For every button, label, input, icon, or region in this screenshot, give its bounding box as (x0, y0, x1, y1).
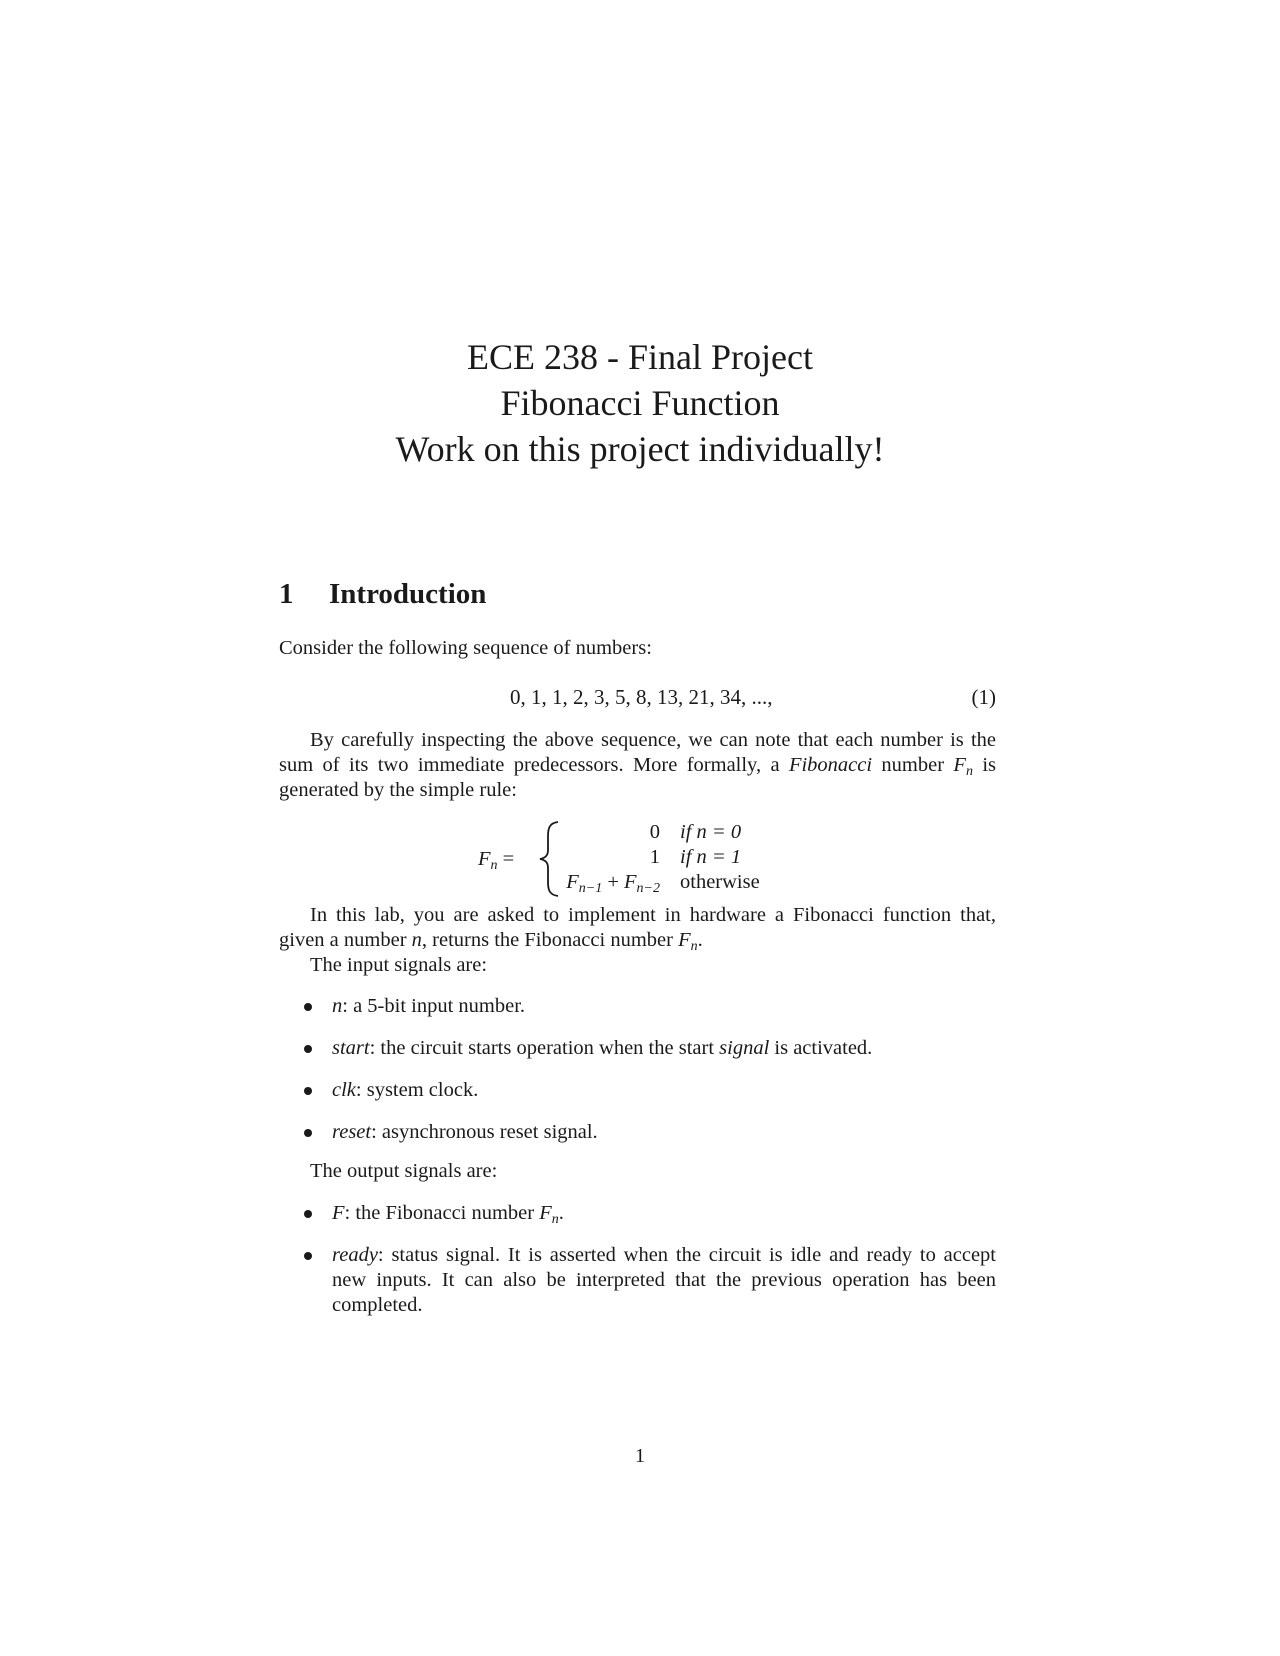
lab-text-2: , returns the Fibonacci number (421, 929, 679, 951)
bullet-icon (304, 1210, 312, 1218)
inputs-heading: The input signals are: (310, 954, 488, 976)
case-row-one: 1 if n = 1 (649, 846, 742, 868)
definition-text-3: is generated by the simple rule: (279, 754, 996, 801)
sequence-values: 0, 1, 1, 2, 3, 5, 8, 13, 21, 34, ..., (510, 685, 773, 709)
math-fn-result: $F_n$ (678, 929, 698, 954)
bullet-icon (304, 1129, 312, 1137)
document-title (0, 334, 1280, 472)
math-fn-output: $F_n$ (539, 1202, 559, 1227)
list-item: reset: asynchronous reset signal. (300, 1120, 996, 1145)
lab-text-1: In this lab, you are asked to implement in hardware a Fibonacci function that, given a number (279, 904, 996, 951)
bullet-icon (304, 1003, 312, 1011)
outputs-list (300, 1201, 996, 1318)
math-fn: $F_n$ (953, 754, 973, 779)
list-item: clk: system clock. (300, 1078, 996, 1103)
intro-paragraph: Consider the following sequence of numbers: (279, 637, 652, 659)
case-row-zero: 0 if n = 0 (649, 821, 742, 843)
equation-number: (1) (971, 685, 996, 709)
bullet-icon (304, 1252, 312, 1260)
bullet-icon (304, 1087, 312, 1095)
title-line-note: Work on this project individually! (395, 429, 885, 469)
definition-text-1: By carefully inspecting the above sequence, we can note that each number is the sum of its two immediate predecessors. More formally, a (279, 729, 996, 776)
lab-text-3: . (697, 929, 703, 951)
cases-lhs: $F_n$ = (478, 848, 515, 873)
list-item: F: the Fibonacci number $F_n$. (300, 1201, 996, 1226)
list-item: start: the circuit starts operation when the start signal is activated. (300, 1036, 996, 1061)
title-line-topic: Fibonacci Function (500, 383, 780, 423)
outputs-heading: The output signals are: (310, 1160, 498, 1182)
definition-text-2: number (872, 754, 954, 776)
inputs-list (300, 994, 996, 1145)
section-heading (279, 578, 486, 611)
case-recurrence: $F_{n-1} + F_{n-2}$ (566, 871, 660, 896)
case-row-otherwise: $F_{n-1} + F_{n-2}$ otherwise (558, 870, 760, 895)
page-number: 1 (634, 1445, 646, 1467)
title-line-course: ECE 238 - Final Project (467, 337, 813, 377)
section-number: 1 (279, 578, 294, 610)
lab-paragraph (279, 903, 996, 953)
math-n: n (411, 929, 422, 951)
section-title: Introduction (329, 578, 487, 610)
definition-emphasis: Fibonacci (788, 754, 873, 776)
bullet-icon (304, 1045, 312, 1053)
list-item: ready: status signal. It is asserted when the circuit is idle and ready to accept new inputs. It can also be interpreted that the previous operation has been completed. (300, 1243, 996, 1318)
definition-paragraph (279, 728, 996, 803)
list-item: n: a 5-bit input number. (300, 994, 996, 1019)
